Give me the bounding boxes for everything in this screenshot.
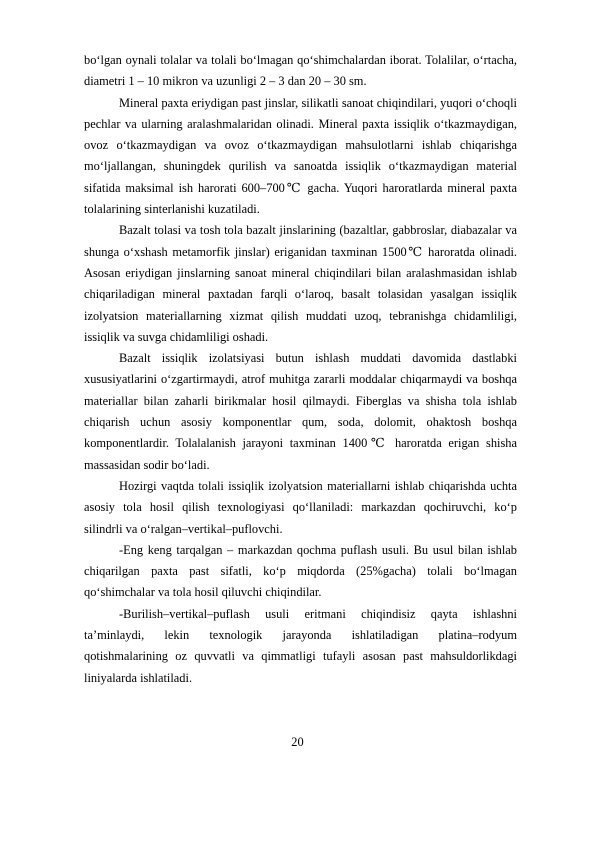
- paragraph-basalt-insulation: Bazalt issiqlik izolatsiyasi butun ishlash muddati davomida dastlabki xususiyatlarini oʻzgartirmaydi, atrof muhitga zararli moddalar chiqarmaydi va boshqa materiallar bilan zaharli birikmalar hosil qilmaydi. Fiberglas va shisha tola ishlab chiqarish uchun asosiy komponentlar qum, soda, dolomit, ohaktosh boshqa komponentlardir. Tolalalanish jarayoni taxminan 1400℃ haroratda erigan shisha massasidan sodir boʻladi.: [84, 351, 517, 472]
- paragraph-vertical-blowing-method: -Burilish–vertikal–puflash usuli eritmani chiqindisiz qayta ishlashni taʼminlaydi, lekin texnologik jarayonda ishlatiladigan platina–rodyum qotishmalarining oz quvvatli va qimmatligi tufayli asosan past mahsuldorlikdagi liniyalarda ishlatiladi.: [84, 606, 517, 685]
- document-body: [84, 50, 517, 689]
- paragraph-mineral-wool: Mineral paxta eriydigan past jinslar, silikatli sanoat chiqindilari, yuqori oʻchoqli pechlar va ularning aralashmalaridan olinadi. Mineral paxta issiqlik oʻtkazmaydigan, ovoz oʻtkazmaydigan va ovoz oʻtkazmaydigan mahsulotlarni ishlab chiqarishga moʻljallangan, shuningdek qurilish va sanoatda issiqlik oʻtkazmaydigan material sifatida maksimal ish harorati 600–700℃ gacha. Yuqori haroratlarda mineral paxta tolalarining sinterlanishi kuzatiladi.: [84, 95, 517, 217]
- paragraph-fiber-composition: boʻlgan oynali tolalar va tolali boʻlmagan qoʻshimchalardan iborat. Tolalilar, oʻrtacha, diametri 1 – 10 mikron va uzunligi 2 – 3 dan 20 – 30 sm.: [84, 53, 517, 89]
- page-number: 20: [291, 735, 304, 749]
- paragraph-centrifugal-method: -Eng keng tarqalgan – markazdan qochma puflash usuli. Bu usul bilan ishlab chiqarilgan paxta past sifatli, koʻp miqdorda (25%gacha) tolali boʻlmagan qoʻshimchalar va tola hosil qiluvchi chiqindilar.: [84, 542, 517, 600]
- paragraph-technologies: Hozirgi vaqtda tolali issiqlik izolyatsion materiallarni ishlab chiqarishda uchta asosiy tola hosil qilish texnologiyasi qoʻllaniladi: markazdan qochiruvchi, koʻp silindrli va oʻralgan–vertikal–puflovchi.: [84, 478, 517, 536]
- paragraph-basalt-fiber: Bazalt tolasi va tosh tola bazalt jinslarining (bazaltlar, gabbroslar, diabazalar va shunga oʻxshash metamorfik jinslar) eriganidan taxminan 1500℃ haroratda olinadi. Asosan eriydigan jinslarning sanoat mineral chiqindilari bilan aralashmasidan ishlab chiqariladigan mineral paxtadan farqli oʻlaroq, basalt tolasidan yasalgan issiqlik izolyatsion materiallarning xizmat qilish muddati uzoq, tebranishga chidamliligi, issiqlik va suvga chidamliligi oshadi.: [84, 223, 517, 344]
